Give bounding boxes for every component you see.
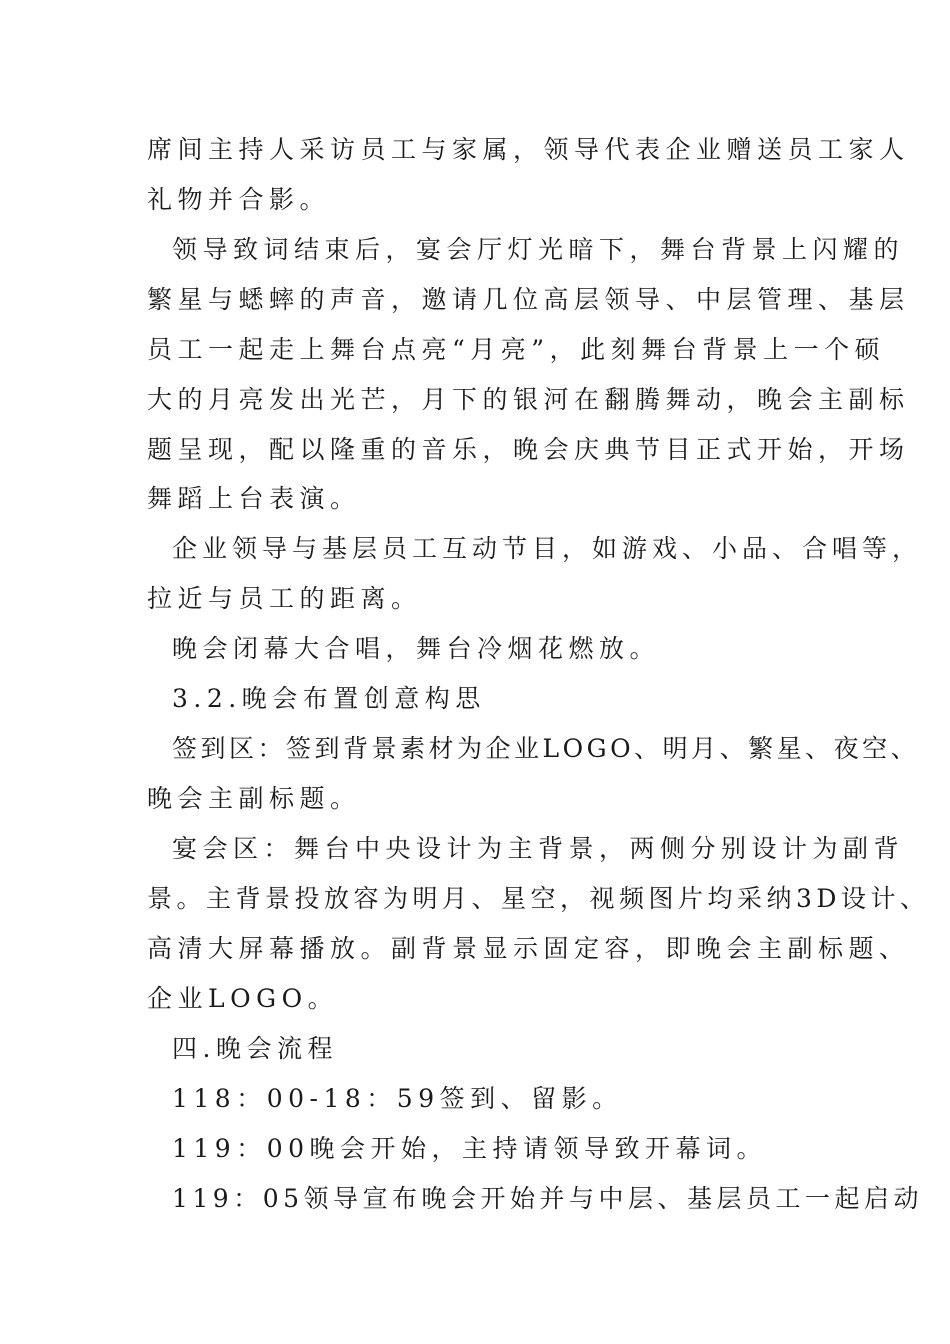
- text-line-5: 员工一起走上舞台点亮“月亮”，此刻舞台背景上一个硕: [147, 335, 886, 364]
- text-line-8: 舞蹈上台表演。: [147, 484, 361, 513]
- text-line-7: 题呈现，配以隆重的音乐，晚会庆典节目正式开始，开场: [147, 435, 910, 464]
- text-line-22: 119：05领导宣布晚会开始并与中层、基层员工一起启动: [172, 1184, 924, 1213]
- text-line-20: 118：00-18：59签到、留影。: [172, 1084, 623, 1113]
- text-line-16: 景。主背景投放容为明月、星空，视频图片均采纳3D设计、: [147, 884, 930, 913]
- text-line-4: 繁星与蟋蟀的声音，邀请几位高层领导、中层管理、基层: [147, 285, 910, 314]
- text-line-1: 席间主持人采访员工与家属，领导代表企业赠送员工家人: [147, 135, 910, 164]
- section-heading-4: 四.晚会流程: [172, 1034, 338, 1063]
- text-line-14: 晚会主副标题。: [147, 784, 361, 813]
- text-line-3: 领导致词结束后，宴会厅灯光暗下，舞台背景上闪耀的: [172, 235, 905, 264]
- text-line-2: 礼物并合影。: [147, 185, 331, 214]
- text-line-21: 119：00晚会开始，主持请领导致开幕词。: [172, 1134, 768, 1163]
- text-line-13: 签到区：签到背景素材为企业LOGO、明月、繁星、夜空、: [172, 734, 920, 763]
- text-line-9: 企业领导与基层员工互动节目，如游戏、小品、合唱等，: [172, 534, 923, 563]
- text-line-11: 晚会闭幕大合唱，舞台冷烟花燃放。: [172, 634, 661, 663]
- text-line-6: 大的月亮发出光芒，月下的银河在翻腾舞动，晚会主副标: [147, 385, 910, 414]
- text-line-10: 拉近与员工的距离。: [147, 584, 422, 613]
- text-line-17: 高清大屏幕播放。副背景显示固定容，即晚会主副标题、: [147, 934, 910, 963]
- text-line-18: 企业LOGO。: [147, 984, 339, 1013]
- section-heading-3-2: 3.2.晚会布置创意构思: [172, 684, 486, 713]
- text-line-15: 宴会区：舞台中央设计为主背景，两侧分别设计为副背: [172, 834, 905, 863]
